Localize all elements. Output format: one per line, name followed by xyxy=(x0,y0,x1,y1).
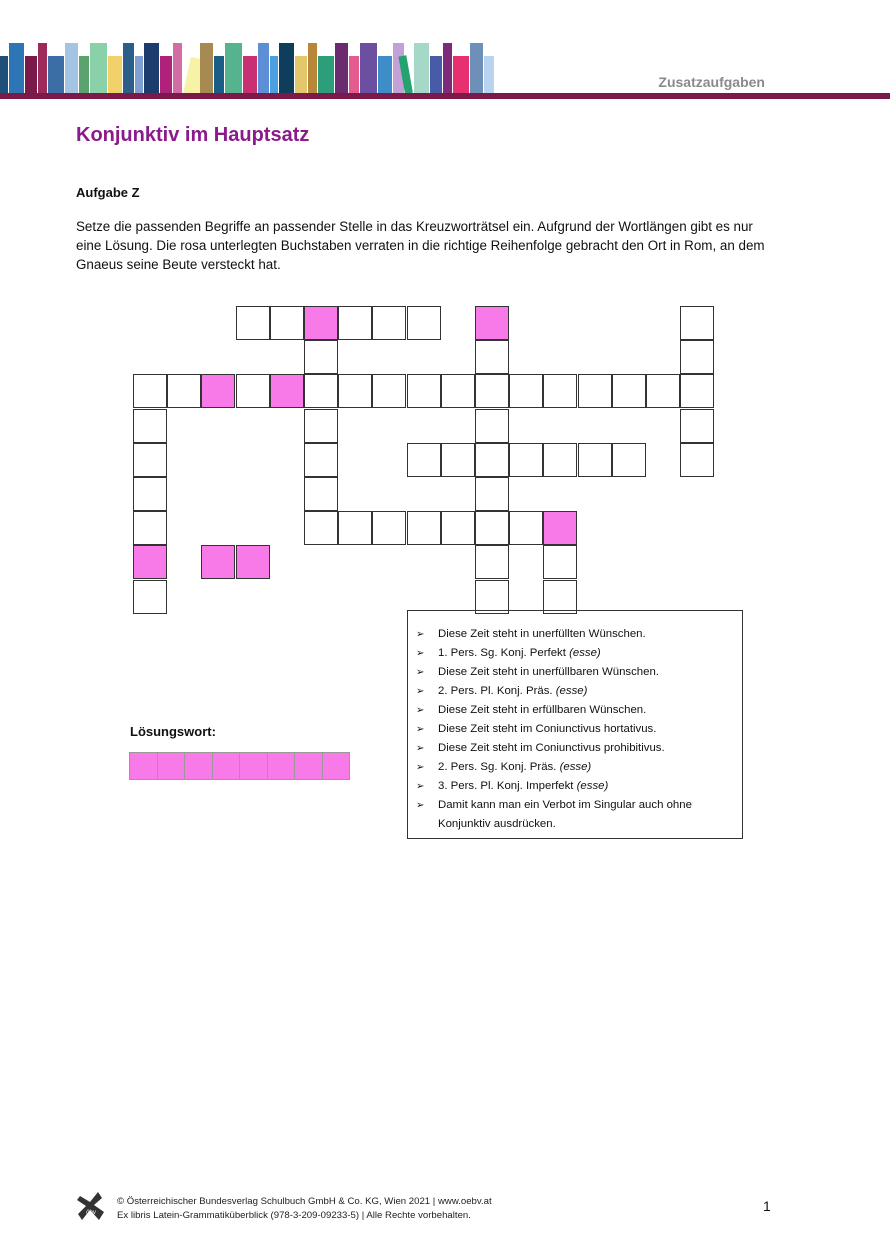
section-label: Zusatzaufgaben xyxy=(658,74,765,90)
book-spine xyxy=(135,56,143,94)
crossword-cell[interactable] xyxy=(304,477,338,511)
crossword-cell[interactable] xyxy=(372,511,406,545)
book-spine xyxy=(270,56,278,94)
book-spine xyxy=(65,43,78,94)
bookshelf-banner xyxy=(0,28,450,94)
arrow-bullet-icon: ➢ xyxy=(416,667,425,678)
crossword-cell[interactable] xyxy=(167,374,201,408)
header-rule xyxy=(0,93,890,99)
solution-cell[interactable] xyxy=(294,752,323,780)
book-spine xyxy=(160,56,172,94)
solution-label: Lösungswort: xyxy=(130,724,216,739)
crossword-cell[interactable] xyxy=(304,340,338,374)
footer-line-1: © Österreichischer Bundesverlag Schulbuch GmbH & Co. KG, Wien 2021 | www.oebv.at xyxy=(117,1196,492,1207)
book-spine xyxy=(453,56,469,94)
book-spine xyxy=(90,43,107,94)
crossword-cell[interactable] xyxy=(543,443,577,477)
oebv-logo-icon xyxy=(76,1190,106,1222)
crossword-cell[interactable] xyxy=(133,443,167,477)
instructions-text: Setze die passenden Begriffe an passender Stelle in das Kreuzworträtsel ein. Aufgrund der Wortlängen gibt es nur eine Lösung. Die rosa unterlegten Buchstaben verraten in die richtige Reihenfolge gebracht den Ort in Rom, an dem Gnaeus seine Beute versteckt hat. xyxy=(76,219,765,272)
crossword-cell[interactable] xyxy=(509,374,543,408)
crossword-cell[interactable] xyxy=(133,409,167,443)
book-spine xyxy=(318,56,334,94)
book-spine xyxy=(214,56,224,94)
solution-cell[interactable] xyxy=(239,752,268,780)
book-spine xyxy=(414,43,429,94)
crossword-cell[interactable] xyxy=(612,374,646,408)
page-number: 1 xyxy=(763,1198,771,1214)
crossword-cell[interactable] xyxy=(372,306,406,340)
arrow-bullet-icon: ➢ xyxy=(416,629,425,640)
clue-item: ➢ Damit kann man ein Verbot im Singular auch ohne Konjunktiv ausdrücken. xyxy=(416,796,734,834)
crossword-cell[interactable] xyxy=(680,374,714,408)
crossword-cell[interactable] xyxy=(236,374,270,408)
crossword-cell[interactable] xyxy=(338,306,372,340)
crossword-cell[interactable] xyxy=(304,511,338,545)
book-spine xyxy=(48,56,64,94)
book-spine xyxy=(349,56,359,94)
book-spine xyxy=(258,43,269,94)
crossword-cell[interactable] xyxy=(509,443,543,477)
task-label: Aufgabe Z xyxy=(76,185,140,200)
book-spine xyxy=(108,56,122,94)
crossword-cell-highlighted[interactable] xyxy=(304,306,338,340)
solution-cell[interactable] xyxy=(212,752,241,780)
crossword-cell[interactable] xyxy=(236,306,270,340)
crossword-cell[interactable] xyxy=(475,409,509,443)
clue-item: ➢ Diese Zeit steht in erfüllbaren Wünschen. xyxy=(416,701,734,720)
crossword-cell[interactable] xyxy=(407,374,441,408)
arrow-bullet-icon: ➢ xyxy=(416,686,425,697)
crossword-cell[interactable] xyxy=(441,443,475,477)
crossword-cell[interactable] xyxy=(475,374,509,408)
clue-item: ➢ 2. Pers. Pl. Konj. Präs. (esse) xyxy=(416,682,734,701)
book-spine xyxy=(9,43,24,94)
arrow-bullet-icon: ➢ xyxy=(416,800,425,811)
book-spine xyxy=(308,43,317,94)
crossword-cell[interactable] xyxy=(441,374,475,408)
crossword-cell[interactable] xyxy=(475,511,509,545)
book-spine xyxy=(295,56,307,94)
crossword-cell[interactable] xyxy=(475,443,509,477)
book-spine xyxy=(443,43,452,94)
solution-cell[interactable] xyxy=(322,752,351,780)
crossword-cell-highlighted[interactable] xyxy=(236,545,270,579)
crossword-cell[interactable] xyxy=(578,443,612,477)
arrow-bullet-icon: ➢ xyxy=(416,705,425,716)
book-spine xyxy=(144,43,159,94)
solution-cell[interactable] xyxy=(184,752,213,780)
crossword-cell[interactable] xyxy=(133,374,167,408)
solution-cells xyxy=(129,752,349,780)
book-spine xyxy=(0,56,8,94)
crossword-cell-highlighted[interactable] xyxy=(201,545,235,579)
crossword-cell[interactable] xyxy=(543,374,577,408)
crossword-cell[interactable] xyxy=(680,409,714,443)
crossword-cell[interactable] xyxy=(133,511,167,545)
crossword-cell[interactable] xyxy=(509,511,543,545)
crossword-cell[interactable] xyxy=(441,511,475,545)
book-spine xyxy=(38,43,47,94)
crossword-cell[interactable] xyxy=(680,443,714,477)
crossword-cell[interactable] xyxy=(338,374,372,408)
crossword-cell[interactable] xyxy=(407,511,441,545)
crossword-cell-highlighted[interactable] xyxy=(270,374,304,408)
book-spine xyxy=(378,56,392,94)
crossword-cell[interactable] xyxy=(304,409,338,443)
book-spine xyxy=(335,43,348,94)
crossword-cell[interactable] xyxy=(475,580,509,614)
book-spine xyxy=(123,43,134,94)
page-title: Konjunktiv im Hauptsatz xyxy=(76,124,310,146)
book-spine xyxy=(360,43,377,94)
solution-cell[interactable] xyxy=(267,752,296,780)
book-spine xyxy=(279,43,294,94)
crossword-cell-highlighted[interactable] xyxy=(133,545,167,579)
clue-item: ➢ 1. Pers. Sg. Konj. Perfekt (esse) xyxy=(416,644,734,663)
clue-item: ➢ Diese Zeit steht in unerfüllten Wünschen. xyxy=(416,625,734,644)
crossword-cell[interactable] xyxy=(304,374,338,408)
crossword-cell[interactable] xyxy=(680,340,714,374)
arrow-bullet-icon: ➢ xyxy=(416,781,425,792)
clue-item: ➢ Diese Zeit steht in unerfüllbaren Wünschen. xyxy=(416,663,734,682)
crossword-cell[interactable] xyxy=(372,374,406,408)
book-spine xyxy=(79,56,89,94)
crossword-cell[interactable] xyxy=(612,443,646,477)
arrow-bullet-icon: ➢ xyxy=(416,648,425,659)
crossword-cell[interactable] xyxy=(646,374,680,408)
crossword-cell[interactable] xyxy=(475,477,509,511)
solution-cell[interactable] xyxy=(157,752,186,780)
crossword-cell[interactable] xyxy=(133,580,167,614)
clue-list xyxy=(407,610,743,839)
crossword-cell[interactable] xyxy=(475,545,509,579)
crossword-cell[interactable] xyxy=(543,580,577,614)
crossword-cell-highlighted[interactable] xyxy=(543,511,577,545)
crossword-cell[interactable] xyxy=(407,443,441,477)
book-spine xyxy=(25,56,37,94)
crossword-cell-highlighted[interactable] xyxy=(475,306,509,340)
crossword-cell[interactable] xyxy=(578,374,612,408)
crossword-cell[interactable] xyxy=(680,306,714,340)
clue-item: ➢ Diese Zeit steht im Coniunctivus hortativus. xyxy=(416,720,734,739)
clue-item: ➢ 3. Pers. Pl. Konj. Imperfekt (esse) xyxy=(416,777,734,796)
clue-item: ➢ 2. Pers. Sg. Konj. Präs. (esse) xyxy=(416,758,734,777)
crossword-cell[interactable] xyxy=(270,306,304,340)
book-spine xyxy=(200,43,213,94)
book-spine xyxy=(470,43,483,94)
arrow-bullet-icon: ➢ xyxy=(416,762,425,773)
crossword-cell[interactable] xyxy=(133,477,167,511)
crossword-cell[interactable] xyxy=(543,545,577,579)
book-spine xyxy=(484,56,494,94)
book-spine xyxy=(243,56,257,94)
arrow-bullet-icon: ➢ xyxy=(416,724,425,735)
footer-line-2: Ex libris Latein-Grammatiküberblick (978-3-209-09233-5) | Alle Rechte vorbehalten. xyxy=(117,1210,471,1221)
crossword-cell-highlighted[interactable] xyxy=(201,374,235,408)
crossword-cell[interactable] xyxy=(407,306,441,340)
footer-copyright xyxy=(117,1195,492,1223)
solution-cell[interactable] xyxy=(129,752,158,780)
arrow-bullet-icon: ➢ xyxy=(416,743,425,754)
crossword-cell[interactable] xyxy=(338,511,372,545)
book-spine xyxy=(430,56,442,94)
book-spine xyxy=(225,43,242,94)
svg-text:öbv: öbv xyxy=(86,1210,96,1216)
clue-item: ➢ Diese Zeit steht im Coniunctivus prohibitivus. xyxy=(416,739,734,758)
crossword-cell[interactable] xyxy=(475,340,509,374)
crossword-cell[interactable] xyxy=(304,443,338,477)
book-spine xyxy=(173,43,182,94)
